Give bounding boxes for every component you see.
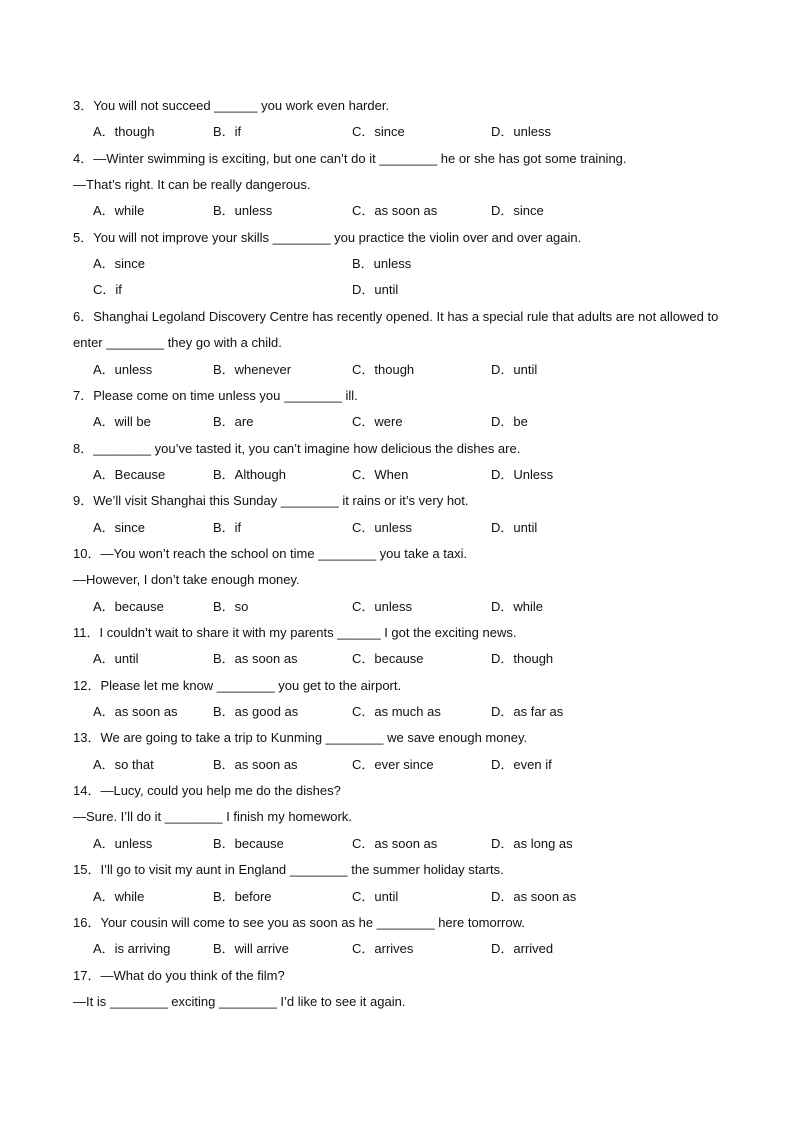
answer-options (93, 939, 733, 959)
answer-option-c[interactable]: C．unless (352, 519, 412, 535)
answer-option-a[interactable]: A．so that (93, 756, 154, 772)
answer-option-d[interactable]: D．though (491, 651, 554, 667)
question-reply-text: —Sure. I’ll do it ________ I finish my homework. (73, 809, 352, 825)
answer-option-b[interactable]: B．are (213, 414, 254, 430)
answer-option-d[interactable]: D．unless (491, 124, 551, 140)
answer-options (93, 834, 733, 854)
answer-option-c[interactable]: C．since (352, 124, 405, 140)
answer-option-c[interactable]: C．until (352, 888, 399, 904)
answer-options (93, 254, 733, 274)
answer-option-c[interactable]: C．as much as (352, 704, 441, 720)
answer-options (93, 597, 733, 617)
answer-option-a[interactable]: A．since (93, 519, 146, 535)
answer-option-c[interactable]: C．unless (352, 598, 412, 614)
answer-option-a[interactable]: A．since (93, 256, 146, 272)
question-text: 5．You will not improve your skills ________ you practice the violin over and over again. (73, 229, 582, 245)
question-text: 9．We’ll visit Shanghai this Sunday ________ it rains or it’s very hot. (73, 493, 469, 509)
answer-option-b[interactable]: B．unless (352, 256, 412, 272)
answer-options (93, 360, 733, 380)
question-text: 3．You will not succeed ______ you work even harder. (73, 98, 390, 113)
answer-options (93, 412, 733, 432)
question-text: 6．Shanghai Legoland Discovery Centre has recently opened. It has a special rule that adults are not allowed to (73, 308, 719, 324)
answer-option-d[interactable]: D．even if (491, 756, 552, 772)
answer-option-c[interactable]: C．When (352, 466, 409, 482)
answer-option-b[interactable]: B．unless (213, 203, 273, 219)
answer-option-d[interactable]: D．arrived (491, 941, 554, 957)
answer-options (93, 280, 733, 300)
question-text: 7．Please come on time unless you ________ ill. (73, 387, 358, 403)
answer-option-b[interactable]: B．before (213, 888, 272, 904)
answer-option-c[interactable]: C．if (93, 282, 122, 298)
answer-option-a[interactable]: A．while (93, 203, 145, 219)
answer-option-d[interactable]: D．until (491, 361, 538, 377)
answer-option-b[interactable]: B．will arrive (213, 941, 289, 957)
question-text: 10．—You won’t reach the school on time ________ you take a taxi. (73, 545, 468, 561)
answer-option-d[interactable]: D．be (491, 414, 528, 430)
answer-option-b[interactable]: B．as good as (213, 704, 299, 720)
question-text: 16．Your cousin will come to see you as soon as he ________ here tomorrow. (73, 914, 525, 930)
question-text: 12．Please let me know ________ you get to the airport. (73, 677, 402, 693)
answer-option-a[interactable]: A．unless (93, 835, 153, 851)
question-reply-text: —That’s right. It can be really dangerous. (73, 177, 311, 193)
answer-option-a[interactable]: A．will be (93, 414, 151, 430)
answer-option-a[interactable]: A．until (93, 651, 139, 667)
question-text: 17．—What do you think of the film? (73, 967, 285, 983)
answer-option-c[interactable]: C．though (352, 361, 415, 377)
question-text: 14．—Lucy, could you help me do the dishes? (73, 783, 341, 799)
answer-option-d[interactable]: D．since (491, 203, 544, 219)
answer-option-d[interactable]: D．as soon as (491, 888, 577, 904)
answer-options (93, 887, 733, 907)
answer-options (93, 465, 733, 485)
answer-options (93, 518, 733, 538)
answer-option-c[interactable]: C．as soon as (352, 835, 438, 851)
answer-option-d[interactable]: D．until (352, 282, 399, 298)
answer-option-a[interactable]: A．as soon as (93, 704, 178, 720)
question-reply-text: —It is ________ exciting ________ I’d like to see it again. (73, 993, 406, 1009)
answer-options (93, 649, 733, 669)
answer-option-c[interactable]: C．were (352, 414, 403, 430)
answer-option-b[interactable]: B．if (213, 124, 242, 140)
answer-option-a[interactable]: A．though (93, 124, 155, 140)
answer-option-a[interactable]: A．is arriving (93, 941, 171, 957)
answer-options (93, 755, 733, 775)
answer-options (93, 122, 733, 142)
answer-option-b[interactable]: B．Although (213, 466, 286, 482)
answer-option-b[interactable]: B．whenever (213, 361, 292, 377)
answer-option-c[interactable]: C．arrives (352, 941, 414, 957)
answer-option-a[interactable]: A．Because (93, 466, 166, 482)
answer-options (93, 702, 733, 722)
question-text: 15．I’ll go to visit my aunt in England ________ the summer holiday starts. (73, 862, 504, 878)
answer-option-d[interactable]: D．while (491, 598, 544, 614)
answer-option-b[interactable]: B．as soon as (213, 756, 298, 772)
question-text: 4．—Winter swimming is exciting, but one can’t do it ________ he or she has got some training. (73, 150, 627, 166)
answer-option-d[interactable]: D．as far as (491, 704, 564, 720)
question-text: 8．________ you’ve tasted it, you can’t imagine how delicious the dishes are. (73, 440, 521, 456)
answer-option-c[interactable]: C．ever since (352, 756, 434, 772)
answer-option-c[interactable]: C．as soon as (352, 203, 438, 219)
answer-option-a[interactable]: A．while (93, 888, 145, 904)
question-text: 13．We are going to take a trip to Kunming ________ we save enough money. (73, 730, 528, 746)
answer-option-c[interactable]: C．because (352, 651, 424, 667)
answer-option-d[interactable]: D．as long as (491, 835, 573, 851)
question-reply-text: —However, I don’t take enough money. (73, 572, 300, 588)
answer-option-b[interactable]: B．because (213, 835, 284, 851)
answer-option-b[interactable]: B．if (213, 519, 242, 535)
answer-options (93, 201, 733, 221)
question-text: 11．I couldn’t wait to share it with my parents ______ I got the exciting news. (73, 625, 517, 640)
question-reply-text: enter ________ they go with a child. (73, 335, 282, 351)
answer-option-b[interactable]: B．so (213, 598, 249, 614)
answer-option-a[interactable]: A．unless (93, 361, 153, 377)
answer-option-d[interactable]: D．until (491, 519, 538, 535)
answer-option-a[interactable]: A．because (93, 598, 164, 614)
answer-option-d[interactable]: D．Unless (491, 466, 554, 482)
answer-option-b[interactable]: B．as soon as (213, 651, 298, 667)
